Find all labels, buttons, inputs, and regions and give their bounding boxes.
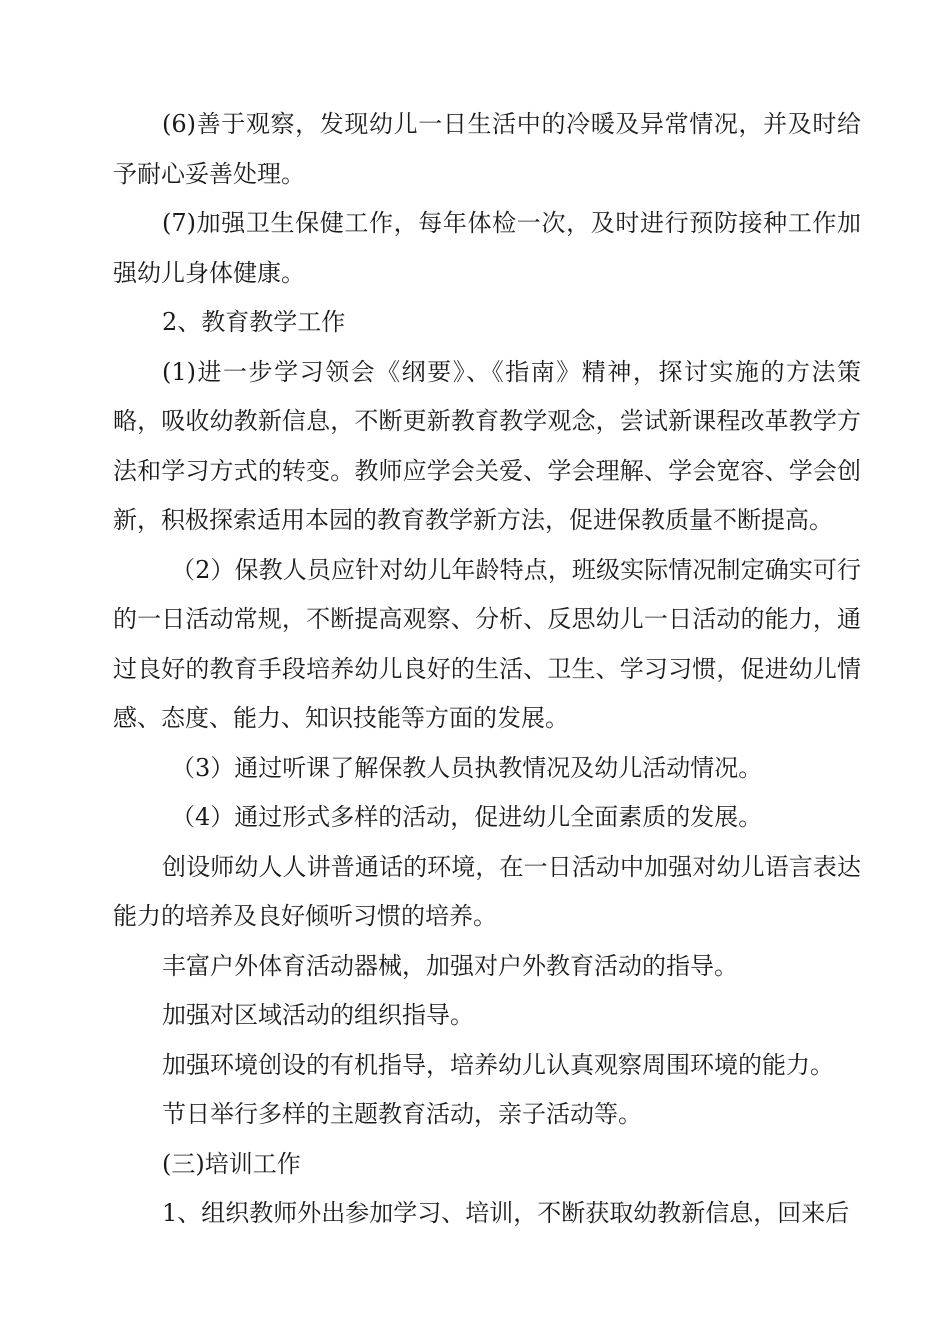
paragraph-mandarin: 创设师幼人人讲普通话的环境，在一日活动中加强对幼儿语言表达能力的培养及良好倾听习惯的培养。 xyxy=(113,852,861,930)
paragraph-teaching-1: (1)进一步学习领会《纲要》、《指南》精神，探讨实施的方法策略，吸收幼教新信息，不断更新教育教学观念，尝试新课程改革教学方法和学习方式的转变。教师应学会关爱、学会理解、学会宽容、学会创新，积极探索适用本园的教育教学新方法，促进保教质量不断提高。 xyxy=(113,357,861,534)
paragraph-teaching-4: （4）通过形式多样的活动，促进幼儿全面素质的发展。 xyxy=(171,803,763,831)
section-heading-training: (三)培训工作 xyxy=(162,1149,301,1178)
paragraph-festival: 节日举行多样的主题教育活动，亲子活动等。 xyxy=(162,1100,642,1128)
paragraph-item-7: (7)加强卫生保健工作，每年体检一次，及时进行预防接种工作加强幼儿身体健康。 xyxy=(113,209,861,287)
paragraph-item-6: (6)善于观察，发现幼儿一日生活中的冷暖及异常情况，并及时给予耐心妥善处理。 xyxy=(113,110,861,188)
paragraph-outdoor: 丰富户外体育活动器械，加强对户外教育活动的指导。 xyxy=(162,951,738,980)
paragraph-environment: 加强环境创设的有机指导，培养幼儿认真观察周围环境的能力。 xyxy=(162,1050,834,1079)
paragraph-training-1: 1、组织教师外出参加学习、培训，不断获取幼教新信息，回来后 xyxy=(162,1199,850,1227)
paragraph-teaching-3: （3）通过听课了解保教人员执教情况及幼儿活动情况。 xyxy=(171,753,763,782)
paragraph-area-activity: 加强对区域活动的组织指导。 xyxy=(162,1001,474,1029)
document-body xyxy=(113,100,861,1239)
paragraph-teaching-2: （2）保教人员应针对幼儿年龄特点，班级实际情况制定确实可行的一日活动常规，不断提高观察、分析、反思幼儿一日活动的能力，通过良好的教育手段培养幼儿良好的生活、卫生、学习习惯，促进幼儿情感、态度、能力、知识技能等方面的发展。 xyxy=(113,555,861,732)
section-heading-teaching: 2、教育教学工作 xyxy=(162,308,346,336)
